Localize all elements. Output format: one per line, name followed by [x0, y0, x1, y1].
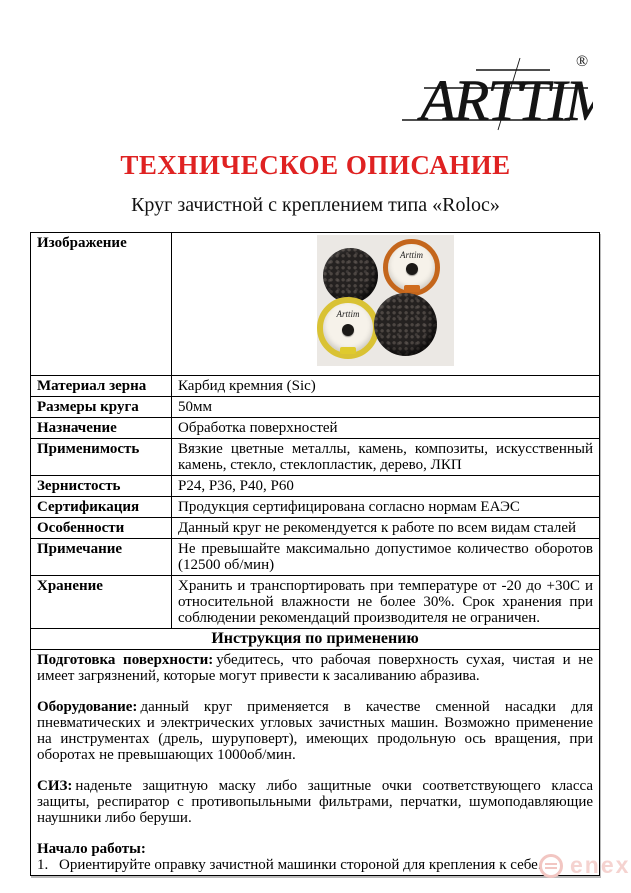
start-work-header: Начало работы: [37, 841, 146, 857]
disc-back-orange [383, 239, 440, 296]
table-row [31, 397, 600, 418]
spec-value: Карбид кремния (Sic) [172, 376, 600, 397]
spec-label: Применимость [31, 439, 172, 476]
paragraph-text: наденьте защитную маску либо защитные очки соответствующего класса защиты, респиратор с противопыльными фильтрами, перчатки, шумоподавляющие наушники либо беруши. [37, 778, 593, 826]
spec-label-image: Изображение [31, 233, 172, 376]
product-photo [317, 235, 454, 366]
disc-brand-script: Arttim [336, 309, 360, 319]
abrasive-disc-front [374, 293, 437, 356]
spec-label: Примечание [31, 539, 172, 576]
paragraph-label: СИЗ: [37, 778, 73, 794]
table-row-section-header [31, 629, 600, 650]
table-row [31, 539, 600, 576]
spec-value: Обработка поверхностей [172, 418, 600, 439]
instruction-paragraph [37, 652, 593, 684]
paragraph-text: убедитесь, что рабочая поверхность сухая, чистая и не имеет загрязнений, которые могут привести к засаливанию абразива. [37, 652, 593, 684]
paragraph-label: Подготовка поверхности: [37, 652, 214, 668]
spec-label: Хранение [31, 576, 172, 629]
table-row [31, 497, 600, 518]
arttim-logo [398, 46, 593, 136]
spec-value: 50мм [172, 397, 600, 418]
table-row-instructions [31, 650, 600, 876]
paragraph-text: данный круг применяется в качестве сменной насадки для пневматических и электрических угловых зачистных машин. Возможно применение на инструментах (дрель, шуруповерт), имеющих продольную ось вращения, при оборотах не превышающих 1000об/мин. [37, 699, 593, 763]
start-work-item [37, 857, 593, 873]
registered-trademark-icon: ® [576, 53, 589, 70]
spec-value: P24, P36, P40, P60 [172, 476, 600, 497]
instruction-paragraph [37, 699, 593, 763]
spec-label: Особенности [31, 518, 172, 539]
table-row [31, 439, 600, 476]
spec-value: Продукция сертифицирована согласно нормам ЕАЭС [172, 497, 600, 518]
spec-table [30, 232, 600, 876]
spec-value: Не превышайте максимально допустимое количество оборотов (12500 об/мин) [172, 539, 600, 576]
instructions-body [31, 650, 600, 876]
spec-label: Размеры круга [31, 397, 172, 418]
table-row [31, 576, 600, 629]
grit-label-chip [404, 285, 420, 292]
document-title: ТЕХНИЧЕСКОЕ ОПИСАНИЕ [120, 150, 511, 180]
spec-value: Хранить и транспортировать при температуре от -20 до +30С и относительной влажности не более 30%. Срок хранения при соблюдении рекомендаций производителя не ограничен. [172, 576, 600, 629]
table-row [31, 418, 600, 439]
disc-back-yellow [317, 297, 379, 359]
enex-logo-icon [538, 853, 564, 879]
roloc-button [406, 263, 418, 275]
table-row [31, 376, 600, 397]
paragraph-label: Оборудование: [37, 699, 138, 715]
spec-label: Назначение [31, 418, 172, 439]
grit-label-chip [340, 347, 356, 354]
spec-value: Вязкие цветные металлы, камень, композиты, искусственный камень, стекло, стеклопластик, дерево, ЛКП [172, 439, 600, 476]
abrasive-disc-front [323, 248, 378, 303]
watermark-text: enex [570, 852, 631, 878]
roloc-button [342, 324, 354, 336]
spec-value: Данный круг не рекомендуется к работе по всем видам сталей [172, 518, 600, 539]
list-item-text: Ориентируйте оправку зачистной машинки стороной для крепления к себе. [59, 857, 542, 873]
table-row [31, 518, 600, 539]
table-row [31, 476, 600, 497]
disc-brand-script: Arttim [399, 250, 423, 260]
instruction-paragraph [37, 778, 593, 826]
spec-label: Зернистость [31, 476, 172, 497]
instructions-header: Инструкция по применению [31, 629, 600, 650]
list-item-number: 1. [37, 857, 49, 873]
logo-brand-text: ARTTIM [420, 68, 593, 133]
spec-value-image [172, 233, 600, 376]
spec-label: Сертификация [31, 497, 172, 518]
document-subtitle: Круг зачистной с креплением типа «Roloc» [131, 194, 500, 216]
enex-watermark [538, 852, 630, 879]
spec-label: Материал зерна [31, 376, 172, 397]
table-row-image [31, 233, 600, 376]
